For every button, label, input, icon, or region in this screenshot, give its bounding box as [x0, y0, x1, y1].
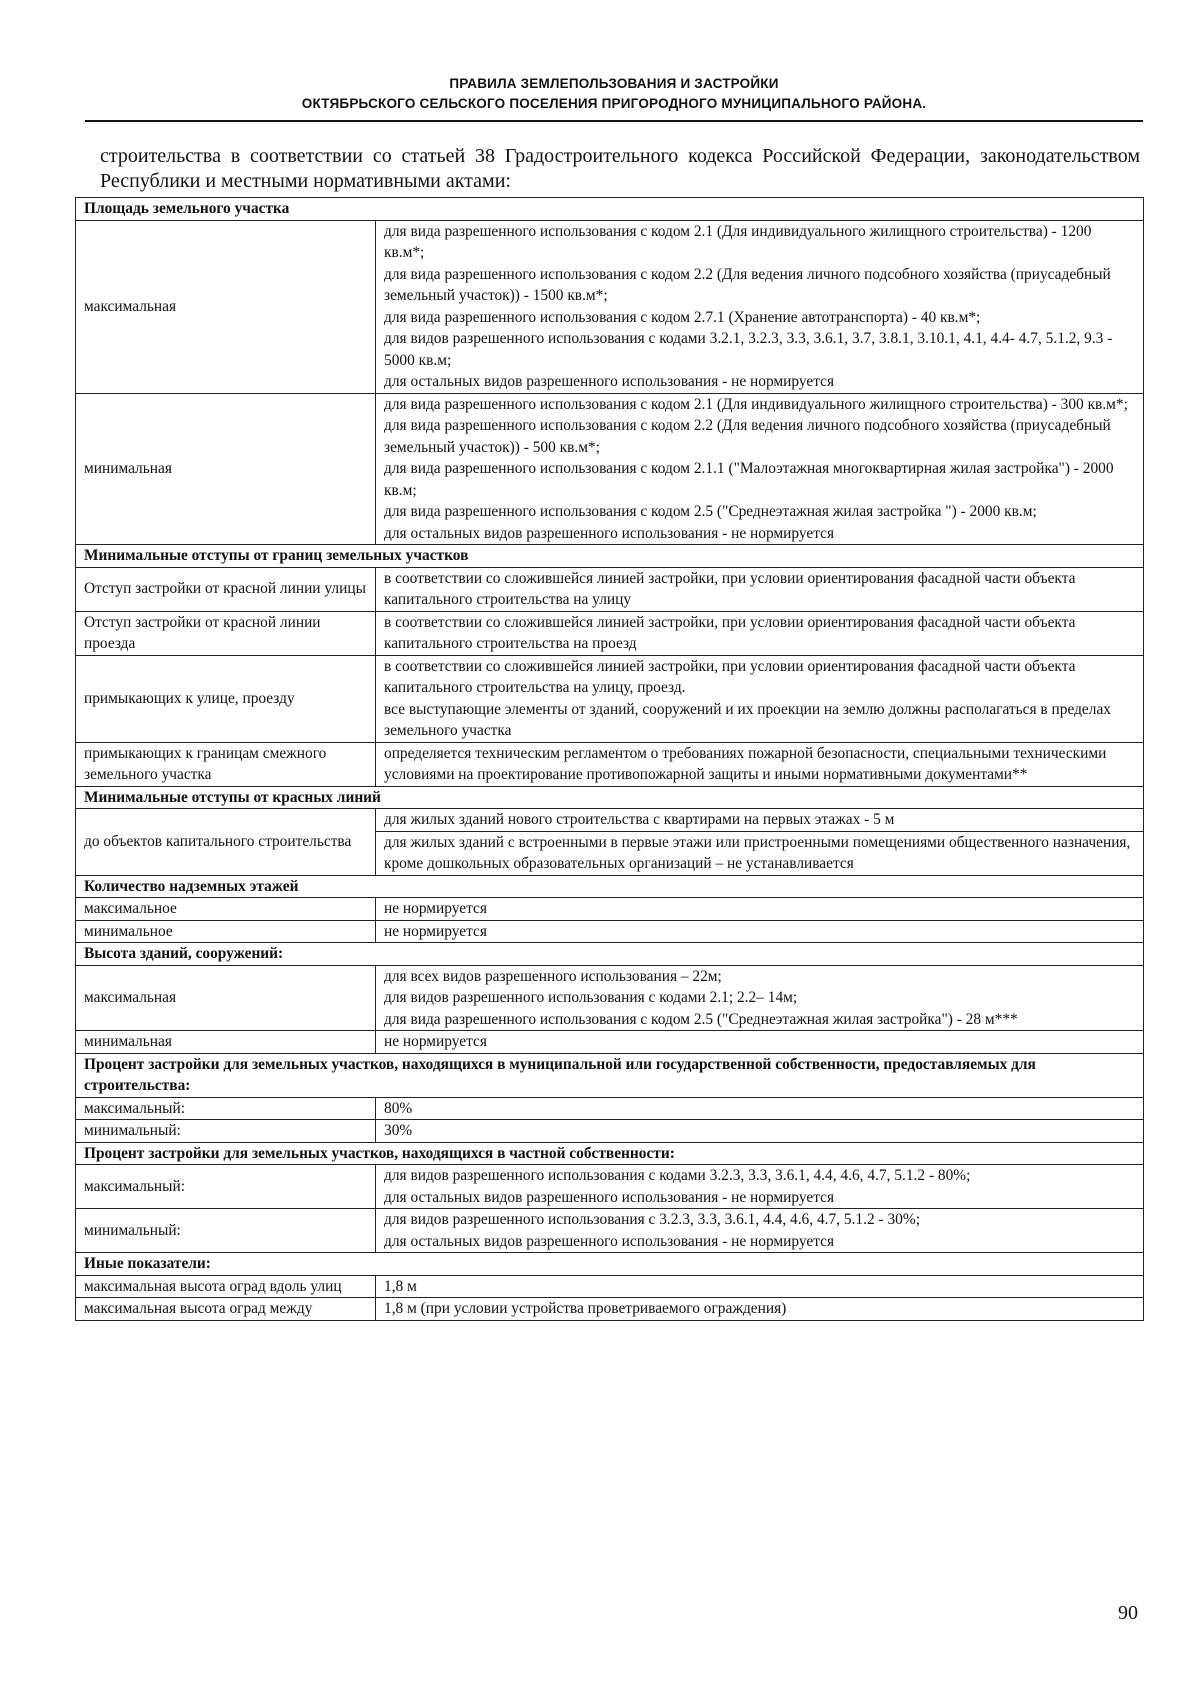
row-value [376, 965, 1144, 1031]
row-label: минимальный: [76, 1209, 376, 1253]
value-line: для остальных видов разрешенного использования - не нормируется [384, 524, 835, 542]
section-header-row [76, 943, 1144, 966]
row-value [376, 809, 1144, 832]
intro-paragraph: строительства в соответствии со статьей 38 Градостроительного кодекса Российской Федерации, законодательством Республики и местными нормативными актами: [100, 145, 1140, 192]
section-header-row [76, 198, 1144, 221]
value-line: в соответствии со сложившейся линией застройки, при условии ориентирования фасадной части объекта капитального строительства на улицу, проезд. [384, 657, 1076, 696]
regulations-table [75, 197, 1144, 1321]
row-label: максимальная [76, 220, 376, 393]
row-value [376, 742, 1144, 786]
section-header-row [76, 875, 1144, 898]
value-line: для видов разрешенного использования с кодами 3.2.1, 3.2.3, 3.3, 3.6.1, 3.7, 3.8.1, 3.10.1, 4.1, 4.4- 4.7, 5.1.2, 9.3 - 5000 кв.м; [384, 330, 1113, 369]
value-line: в соответствии со сложившейся линией застройки, при условии ориентирования фасадной части объекта капитального строительства на проезд [384, 613, 1076, 652]
value-line: 30% [384, 1122, 413, 1139]
value-line: 1,8 м [384, 1277, 417, 1295]
row-value [376, 831, 1144, 875]
row-value [376, 655, 1144, 742]
value-line: 80% [384, 1099, 413, 1117]
row-value [376, 898, 1144, 921]
row-value [376, 1097, 1144, 1120]
table-row [76, 1031, 1144, 1054]
header-line-1: ПРАВИЛА ЗЕМЛЕПОЛЬЗОВАНИЯ И ЗАСТРОЙКИ [449, 76, 779, 91]
table-row [76, 1165, 1144, 1209]
section-title: Процент застройки для земельных участков, находящихся в частной собственности: [76, 1142, 1144, 1165]
value-line: определяется техническим регламентом о требованиях пожарной безопасности, специальными техническими условиями на проектирование противопожарной защиты и иными нормативными документами** [384, 744, 1107, 783]
row-label: примыкающих к границам смежного земельного участка [76, 742, 376, 786]
table-row [76, 655, 1144, 742]
table-row [76, 220, 1144, 393]
row-value [376, 393, 1144, 545]
row-label: минимальная [76, 1031, 376, 1054]
value-line: для остальных видов разрешенного использования - не нормируется [384, 373, 835, 390]
section-title: Процент застройки для земельных участков, находящихся в муниципальной или государственной собственности, предоставляемых для строительства: [76, 1053, 1144, 1097]
value-line: не нормируется [384, 1033, 487, 1050]
value-line: для вида разрешенного использования с кодом 2.1 (Для индивидуального жилищного строительства) - 1200 кв.м*; [384, 222, 1092, 261]
table-row [76, 1298, 1144, 1321]
table-row [76, 393, 1144, 545]
table-row [76, 898, 1144, 921]
value-line: в соответствии со сложившейся линией застройки, при условии ориентирования фасадной части объекта капитального строительства на улицу [384, 569, 1076, 608]
value-line: для жилых зданий нового строительства с квартирами на первых этажах - 5 м [384, 811, 895, 828]
table-row [76, 1209, 1144, 1253]
section-title: Высота зданий, сооружений: [76, 943, 1144, 966]
table-row [76, 567, 1144, 611]
table-row [76, 611, 1144, 655]
row-value [376, 220, 1144, 393]
row-value [376, 1275, 1144, 1298]
table-row [76, 965, 1144, 1031]
row-value [376, 567, 1144, 611]
section-title: Минимальные отступы от красных линий [76, 786, 1144, 809]
row-value [376, 1031, 1144, 1054]
value-line: для вида разрешенного использования с кодом 2.1.1 ("Малоэтажная многоквартирная жилая застройка") - 2000 кв.м; [384, 460, 1114, 499]
row-label: Отступ застройки от красной линии проезда [76, 611, 376, 655]
document-header [85, 74, 1143, 122]
section-title: Минимальные отступы от границ земельных участков [76, 545, 1144, 568]
row-label: максимальный: [76, 1165, 376, 1209]
value-line: для вида разрешенного использования с кодом 2.5 ("Среднеэтажная жилая застройка ") - 2000 кв.м; [384, 503, 1037, 520]
row-label: максимальная высота оград между [76, 1298, 376, 1321]
value-line: все выступающие элементы от зданий, сооружений и их проекции на землю должны располагаться в пределах земельного участка [384, 700, 1111, 739]
value-line: не нормируется [384, 900, 487, 917]
section-title: Иные показатели: [76, 1253, 1144, 1276]
row-value [376, 1298, 1144, 1321]
row-value [376, 920, 1144, 943]
page-number: 90 [1118, 1602, 1138, 1624]
value-line: для вида разрешенного использования с кодом 2.1 (Для индивидуального жилищного строительства) - 300 кв.м*; [384, 395, 1128, 413]
header-line-2: ОКТЯБРЬСКОГО СЕЛЬСКОГО ПОСЕЛЕНИЯ ПРИГОРОДНОГО МУНИЦИПАЛЬНОГО РАЙОНА. [301, 96, 927, 111]
value-line: для вида разрешенного использования с кодом 2.7.1 (Хранение автотранспорта) - 40 кв.м*; [384, 308, 981, 326]
value-line: для остальных видов разрешенного использования - не нормируется [384, 1188, 835, 1206]
value-line: 1,8 м (при условии устройства проветриваемого ограждения) [384, 1300, 787, 1317]
value-line: для вида разрешенного использования с кодом 2.5 ("Среднеэтажная жилая застройка") - 28 м*** [384, 1010, 1018, 1028]
row-label: примыкающих к улице, проезду [76, 655, 376, 742]
row-value [376, 1165, 1144, 1209]
value-line: для видов разрешенного использования с кодами 3.2.3, 3.3, 3.6.1, 4.4, 4.6, 4.7, 5.1.2 - 80%; [384, 1167, 971, 1184]
section-header-row [76, 1142, 1144, 1165]
section-header-row [76, 1253, 1144, 1276]
table-row [76, 1120, 1144, 1143]
row-label: минимальный: [76, 1120, 376, 1143]
section-header-row [76, 545, 1144, 568]
row-label: минимальная [76, 393, 376, 545]
row-value [376, 1209, 1144, 1253]
value-line: для остальных видов разрешенного использования - не нормируется [384, 1232, 835, 1250]
row-label: максимальный: [76, 1097, 376, 1120]
row-label: максимальное [76, 898, 376, 921]
table-row [76, 1097, 1144, 1120]
value-line: для жилых зданий с встроенными в первые этажи или пристроенными помещениями общественного назначения, кроме дошкольных образовательных организаций – не устанавливается [384, 833, 1131, 872]
row-label: до объектов капитального строительства [76, 809, 376, 876]
section-header-row [76, 1053, 1144, 1097]
table-row [76, 809, 1144, 832]
row-value [376, 611, 1144, 655]
section-header-row [76, 786, 1144, 809]
section-title: Количество надземных этажей [76, 875, 1144, 898]
value-line: для вида разрешенного использования с кодом 2.2 (Для ведения личного подсобного хозяйства (приусадебный земельный участок)) - 1500 кв.м*; [384, 265, 1111, 304]
value-line: для видов разрешенного использования с 3.2.3, 3.3, 3.6.1, 4.4, 4.6, 4.7, 5.1.2 - 30%; [384, 1211, 920, 1228]
section-title: Площадь земельного участка [76, 198, 1144, 221]
row-label: максимальная [76, 965, 376, 1031]
row-value [376, 1120, 1144, 1143]
value-line: не нормируется [384, 922, 487, 940]
row-label: минимальное [76, 920, 376, 943]
table-row [76, 742, 1144, 786]
value-line: для всех видов разрешенного использования – 22м; [384, 967, 722, 985]
value-line: для видов разрешенного использования с кодами 2.1; 2.2– 14м; [384, 989, 798, 1006]
row-label: максимальная высота оград вдоль улиц [76, 1275, 376, 1298]
value-line: для вида разрешенного использования с кодом 2.2 (Для ведения личного подсобного хозяйства (приусадебный земельный участок)) - 500 кв.м*; [384, 417, 1111, 456]
row-label: Отступ застройки от красной линии улицы [76, 567, 376, 611]
table-row [76, 920, 1144, 943]
table-row [76, 1275, 1144, 1298]
